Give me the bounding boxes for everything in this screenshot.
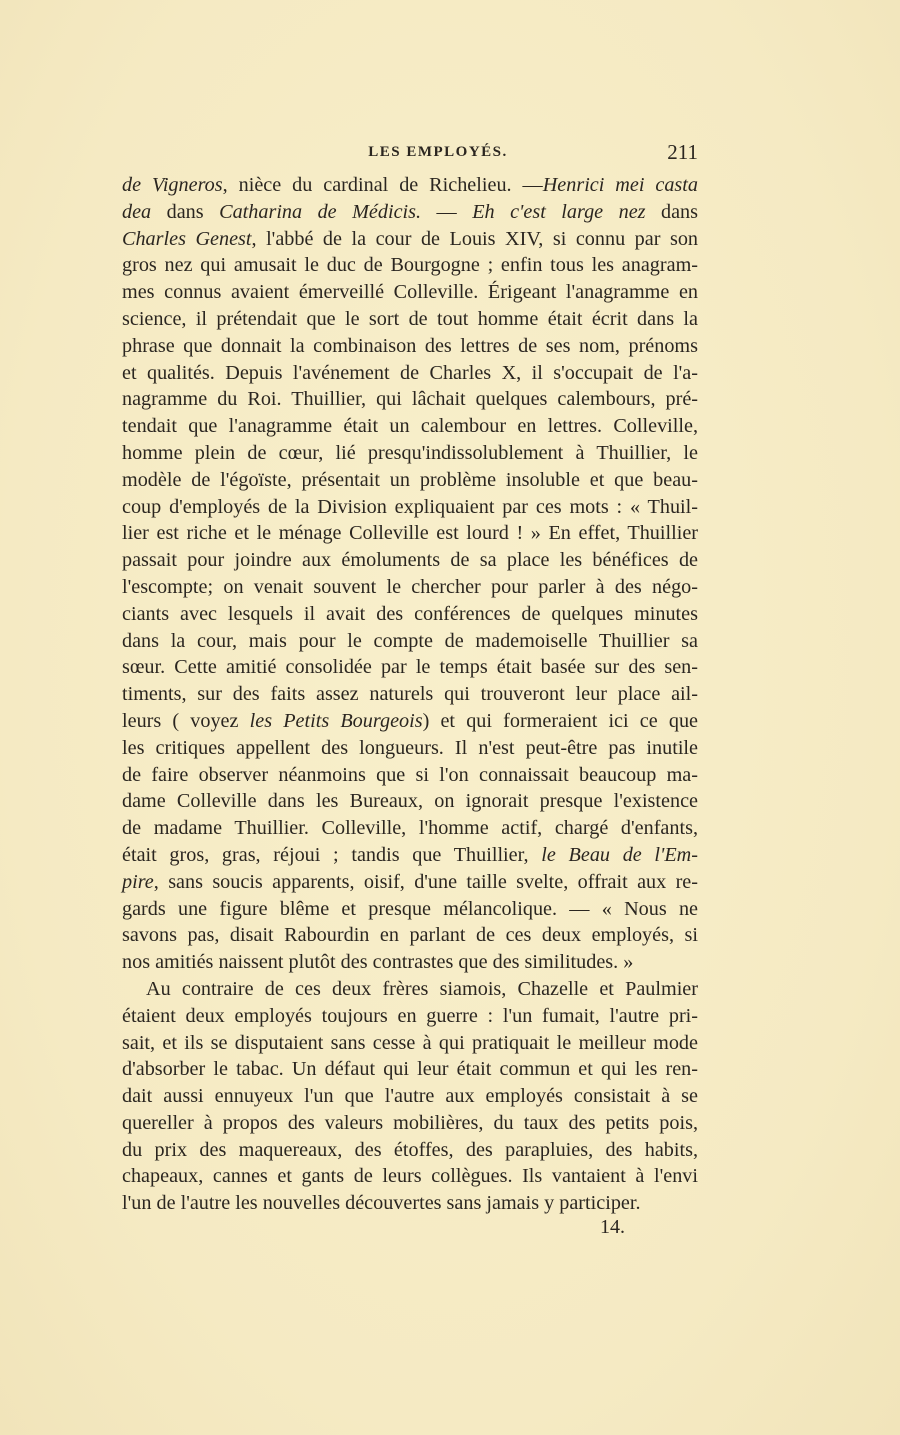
- text-segment: dame Colleville dans les Bureaux, on ignorait presque l'existence: [122, 790, 698, 813]
- text-segment: d'absorber le tabac. Un défaut qui leur était commun et qui les ren-: [122, 1058, 698, 1081]
- text-segment: et qualités. Depuis l'avénement de Charles X, il s'occupait de l'a-: [122, 361, 698, 384]
- text-segment: nos amitiés naissent plutôt des contrastes que des similitudes. »: [122, 951, 634, 974]
- text-segment: ciants avec lesquels il avait des conférences de quelques minutes: [122, 602, 698, 625]
- text-line: [122, 628, 698, 655]
- page-number: 211: [667, 140, 698, 164]
- italic-text: Catharina de Médicis.: [219, 200, 422, 223]
- text-line: [122, 494, 698, 521]
- text-segment: de madame Thuillier. Colleville, l'homme actif, chargé d'enfants,: [122, 817, 698, 840]
- text-line: [122, 547, 698, 574]
- italic-text: de Vigneros: [122, 174, 223, 196]
- text-segment: étaient deux employés toujours en guerre : l'un fumait, l'autre pri-: [122, 1004, 698, 1027]
- text-line: [122, 440, 698, 467]
- text-segment: , nièce du cardinal de Richelieu. —: [222, 174, 543, 196]
- text-segment: était gros, gras, réjoui ; tandis que Thuillier,: [122, 843, 542, 866]
- text-segment: dans la cour, mais pour le compte de mademoiselle Thuillier sa: [122, 629, 698, 652]
- text-segment: quereller à propos des valeurs mobilières, du taux des petits pois,: [122, 1111, 698, 1134]
- running-title: LES EMPLOYÉS.: [368, 144, 508, 160]
- text-segment: modèle de l'égoïste, présentait un problème insoluble et que beau-: [122, 468, 698, 491]
- text-segment: coup d'employés de la Division expliquaient par ces mots : « Thuil-: [122, 495, 698, 518]
- text-line: [122, 172, 698, 199]
- text-line: [122, 735, 698, 762]
- text-segment: de faire observer néanmoins que si l'on connaissait beaucoup ma-: [122, 763, 698, 786]
- text-line: [122, 762, 698, 789]
- text-segment: , l'abbé de la cour de Louis XIV, si connu par son: [251, 227, 699, 250]
- text-segment: science, il prétendait que le sort de tout homme était écrit dans la: [122, 307, 698, 330]
- text-segment: passait pour joindre aux émoluments de sa place les bénéfices de: [122, 549, 698, 572]
- text-line: [122, 1110, 698, 1137]
- text-segment: l'un de l'autre les nouvelles découvertes sans jamais y participer.: [122, 1192, 641, 1215]
- text-line: [122, 279, 698, 306]
- text-segment: leurs ( voyez: [122, 709, 250, 732]
- text-segment: mes connus avaient émerveillé Colleville. Érigeant l'anagramme en: [122, 281, 698, 304]
- italic-text: dea: [122, 200, 152, 223]
- italic-text: Charles Genest: [122, 227, 252, 250]
- text-line: [122, 1030, 698, 1057]
- text-line: [122, 815, 698, 842]
- text-line: [122, 306, 698, 333]
- body-text: [122, 172, 698, 1217]
- text-segment: dans: [645, 200, 698, 223]
- text-segment: dait aussi ennuyeux l'un que l'autre aux employés consistait à se: [122, 1085, 698, 1108]
- text-segment: gards une figure blême et presque mélancolique. — « Nous ne: [122, 897, 698, 920]
- text-line: [122, 601, 698, 628]
- text-line: [122, 520, 698, 547]
- text-line: [122, 922, 698, 949]
- text-segment: phrase que donnait la combinaison des lettres de ses nom, prénoms: [122, 334, 698, 357]
- text-segment: lier est riche et le ménage Colleville est lourd ! » En effet, Thuillier: [122, 522, 698, 545]
- text-line: [122, 1190, 698, 1217]
- text-segment: savons pas, disait Rabourdin en parlant de ces deux employés, si: [122, 924, 698, 947]
- text-segment: sait, et ils se disputaient sans cesse à qui pratiquait le meilleur mode: [122, 1031, 698, 1054]
- text-line: [122, 976, 698, 1003]
- text-line: [122, 386, 698, 413]
- italic-text: Henrici mei casta: [542, 174, 698, 196]
- signature-mark: 14.: [600, 1216, 625, 1238]
- text-segment: nagramme du Roi. Thuillier, qui lâchait quelques calembours, pré-: [122, 388, 698, 411]
- text-segment: ) et qui formeraient ici ce que: [422, 709, 699, 732]
- text-segment: tendait que l'anagramme était un calembour en lettres. Colleville,: [122, 415, 698, 438]
- text-line: [122, 842, 698, 869]
- text-segment: gros nez qui amusait le duc de Bourgogne ; enfin tous les anagram-: [122, 254, 698, 277]
- text-line: [122, 1083, 698, 1110]
- italic-text: le Beau de l'Em-: [541, 843, 698, 866]
- text-segment: l'escompte; on venait souvent le chercher pour parler à des négo-: [122, 575, 698, 598]
- text-segment: sœur. Cette amitié consolidée par le temps était basée sur des sen-: [122, 656, 698, 679]
- text-line: [122, 681, 698, 708]
- text-segment: homme plein de cœur, lié presqu'indissolublement à Thuillier, le: [122, 441, 698, 464]
- italic-text: Eh c'est large nez: [472, 200, 646, 223]
- text-line: [122, 360, 698, 387]
- text-line: [122, 574, 698, 601]
- text-line: [122, 788, 698, 815]
- text-line: [122, 226, 698, 253]
- text-segment: chapeaux, cannes et gants de leurs collègues. Ils vantaient à l'envi: [122, 1165, 698, 1188]
- text-segment: timents, sur des faits assez naturels qui trouveront leur place ail-: [122, 683, 698, 706]
- text-line: [122, 413, 698, 440]
- text-line: [122, 654, 698, 681]
- italic-text: les Petits Bourgeois: [249, 709, 423, 732]
- text-line: [122, 467, 698, 494]
- text-segment: les critiques appellent des longueurs. Il n'est peut-être pas inutile: [122, 736, 698, 759]
- text-line: [122, 1056, 698, 1083]
- text-segment: —: [421, 200, 473, 223]
- text-line: [122, 1003, 698, 1030]
- text-segment: Au contraire de ces deux frères siamois, Chazelle et Paulmier: [146, 977, 698, 1000]
- text-line: [122, 896, 698, 923]
- text-line: [122, 252, 698, 279]
- text-line: [122, 1163, 698, 1190]
- text-line: [122, 333, 698, 360]
- text-line: [122, 1137, 698, 1164]
- text-segment: , sans soucis apparents, oisif, d'une taille svelte, offrait aux re-: [153, 870, 698, 893]
- text-line: [122, 708, 698, 735]
- text-line: [122, 199, 698, 226]
- italic-text: pire: [122, 870, 154, 893]
- text-line: [122, 869, 698, 896]
- page-header: [122, 140, 698, 170]
- text-segment: du prix des maquereaux, des étoffes, des parapluies, des habits,: [122, 1138, 698, 1161]
- text-line: [122, 949, 698, 976]
- text-segment: dans: [151, 200, 220, 223]
